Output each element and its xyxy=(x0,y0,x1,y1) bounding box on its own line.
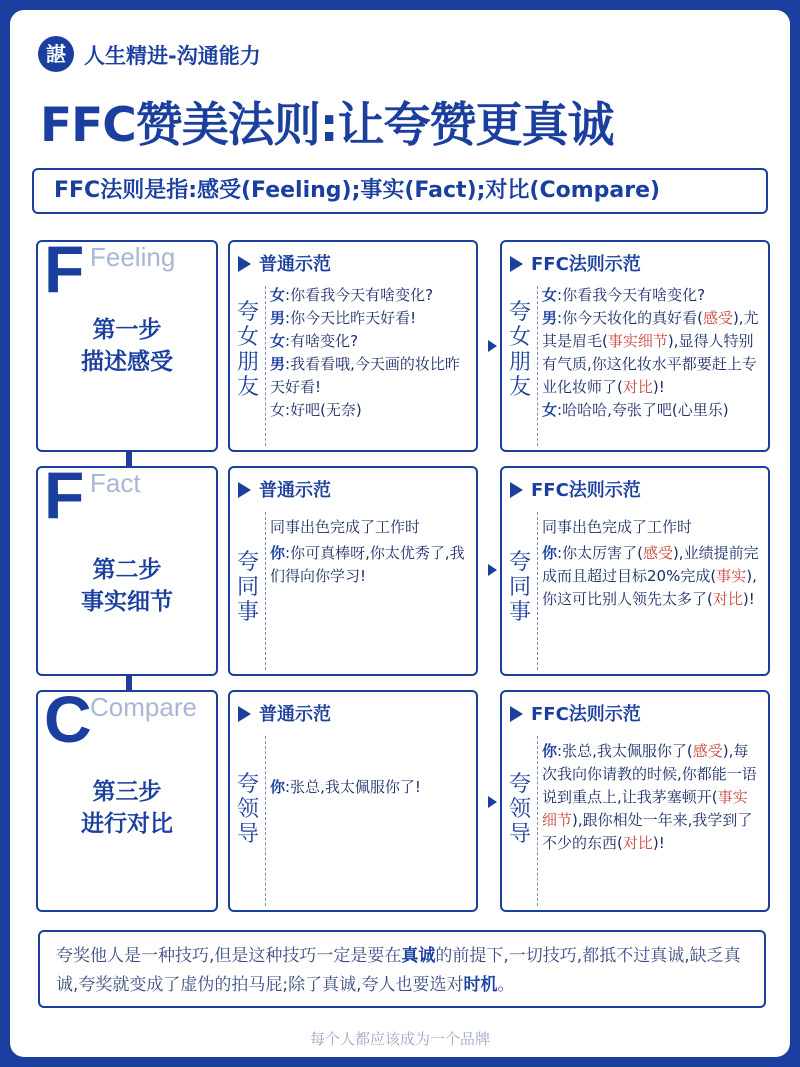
card-heading xyxy=(510,700,641,726)
watermark: 大数跨境 xyxy=(16,1043,72,1059)
ffc-example-card xyxy=(500,466,770,676)
dialogue-text xyxy=(542,516,760,611)
dialogue-line: 男:你今天比昨天好看! xyxy=(270,309,417,327)
page xyxy=(10,10,790,1057)
ffc-example-card xyxy=(500,240,770,452)
step-letter: C xyxy=(44,682,92,756)
dialogue-line: 女:你看我今天有啥变化? xyxy=(542,286,706,304)
step-english-word: Feeling xyxy=(90,242,176,272)
dialogue-text xyxy=(270,516,468,588)
arrow-right-icon xyxy=(488,796,497,808)
ffc-example-card xyxy=(500,690,770,912)
step-letter: F xyxy=(44,232,85,306)
card-heading-label: FFC法则示范 xyxy=(531,254,641,275)
play-triangle-icon xyxy=(510,256,523,272)
step-english-word: Compare xyxy=(90,692,197,722)
play-triangle-icon xyxy=(510,482,523,498)
play-triangle-icon xyxy=(238,706,251,722)
step-english-word: Fact xyxy=(90,468,141,498)
step-letter: F xyxy=(44,458,85,532)
dashed-divider xyxy=(537,736,538,906)
dialogue-text xyxy=(542,740,760,855)
arrow-right-icon xyxy=(488,340,497,352)
dashed-divider xyxy=(265,736,266,906)
dialogue-line: 你:张总,我太佩服你了(感受),每次我向你请教的时候,你都能一语说到重点上,让我茅塞顿开(事实细节),跟你相处一年来,我学到了不少的东西(对比)! xyxy=(542,742,757,852)
card-heading xyxy=(510,476,641,502)
dialogue-text xyxy=(270,284,468,422)
dialogue-line: 女:好吧(无奈) xyxy=(270,401,362,419)
card-heading-label: 普通示范 xyxy=(259,254,331,275)
scenario-label: 夸 女 朋 友 xyxy=(236,300,259,400)
series-subtitle: 人生精进-沟通能力 xyxy=(84,44,261,68)
dialogue-line: 男:我看看哦,今天画的妆比昨天好看! xyxy=(270,355,460,396)
play-triangle-icon xyxy=(238,256,251,272)
normal-example-card xyxy=(228,240,478,452)
footer-slogan: 每个人都应该成为一个品牌 xyxy=(309,1030,490,1048)
card-heading-label: FFC法则示范 xyxy=(531,704,641,725)
dialogue-line: 女:哈哈哈,夸张了吧(心里乐) xyxy=(542,401,729,419)
context-line: 同事出色完成了工作时 xyxy=(542,518,693,536)
scenario-label: 夸 领 导 xyxy=(236,772,259,847)
step-title-line1: 第三步 xyxy=(92,779,162,805)
dashed-divider xyxy=(265,286,266,446)
play-triangle-icon xyxy=(238,482,251,498)
scenario-label: 夸 女 朋 友 xyxy=(508,300,531,400)
dashed-divider xyxy=(537,512,538,670)
dialogue-line: 女:有啥变化? xyxy=(270,332,359,350)
step-title-line2: 事实细节 xyxy=(81,589,173,615)
brand-logo: 諶 xyxy=(38,36,74,72)
arrow-right-icon xyxy=(488,564,497,576)
dialogue-text xyxy=(542,284,760,422)
page-title: FFC赞美法则:让夸赞更真诚 xyxy=(40,98,614,153)
normal-example-card xyxy=(228,690,478,912)
card-heading xyxy=(238,476,331,502)
card-heading xyxy=(238,700,331,726)
card-heading-label: FFC法则示范 xyxy=(531,480,641,501)
step-title-line2: 进行对比 xyxy=(81,811,173,837)
normal-example-card xyxy=(228,466,478,676)
step-box-feeling xyxy=(36,232,218,452)
context-line: 同事出色完成了工作时 xyxy=(270,518,421,536)
card-heading xyxy=(238,250,331,276)
scenario-label: 夸 同 事 xyxy=(508,550,531,625)
step-box-fact xyxy=(36,458,218,676)
dashed-divider xyxy=(265,512,266,670)
dialogue-line: 你:张总,我太佩服你了! xyxy=(270,778,421,796)
dialogue-text xyxy=(270,776,468,799)
step-title-line1: 第一步 xyxy=(92,317,162,343)
step-title-line1: 第二步 xyxy=(92,557,162,583)
summary-box: 夸奖他人是一种技巧,但是这种技巧一定是要在真诚的前提下,一切技巧,都抵不过真诚,缺乏真诚,夸奖就变成了虚伪的拍马屁;除了真诚,夸人也要选对时机。 xyxy=(38,930,766,1008)
scenario-label: 夸 领 导 xyxy=(508,772,531,847)
play-triangle-icon xyxy=(510,706,523,722)
dashed-divider xyxy=(537,286,538,446)
dialogue-line: 你:你可真棒呀,你太优秀了,我们得向你学习! xyxy=(270,544,465,585)
step-title-line2: 描述感受 xyxy=(81,349,173,375)
dialogue-line: 男:你今天妆化的真好看(感受),尤其是眉毛(事实细节),显得人特别有气质,你这化妆水平都要赶上专业化妆师了(对比)! xyxy=(542,309,759,396)
card-heading-label: 普通示范 xyxy=(259,704,331,725)
dialogue-line: 你:你太厉害了(感受),业绩提前完成而且超过目标20%完成(事实),你这可比别人领先太多了(对比)! xyxy=(542,544,759,608)
step-box-compare xyxy=(36,682,218,912)
card-heading-label: 普通示范 xyxy=(259,480,331,501)
card-heading xyxy=(510,250,641,276)
definition-box: FFC法则是指:感受(Feeling);事实(Fact);对比(Compare) xyxy=(32,168,768,214)
dialogue-line: 女:你看我今天有啥变化? xyxy=(270,286,434,304)
scenario-label: 夸 同 事 xyxy=(236,550,259,625)
